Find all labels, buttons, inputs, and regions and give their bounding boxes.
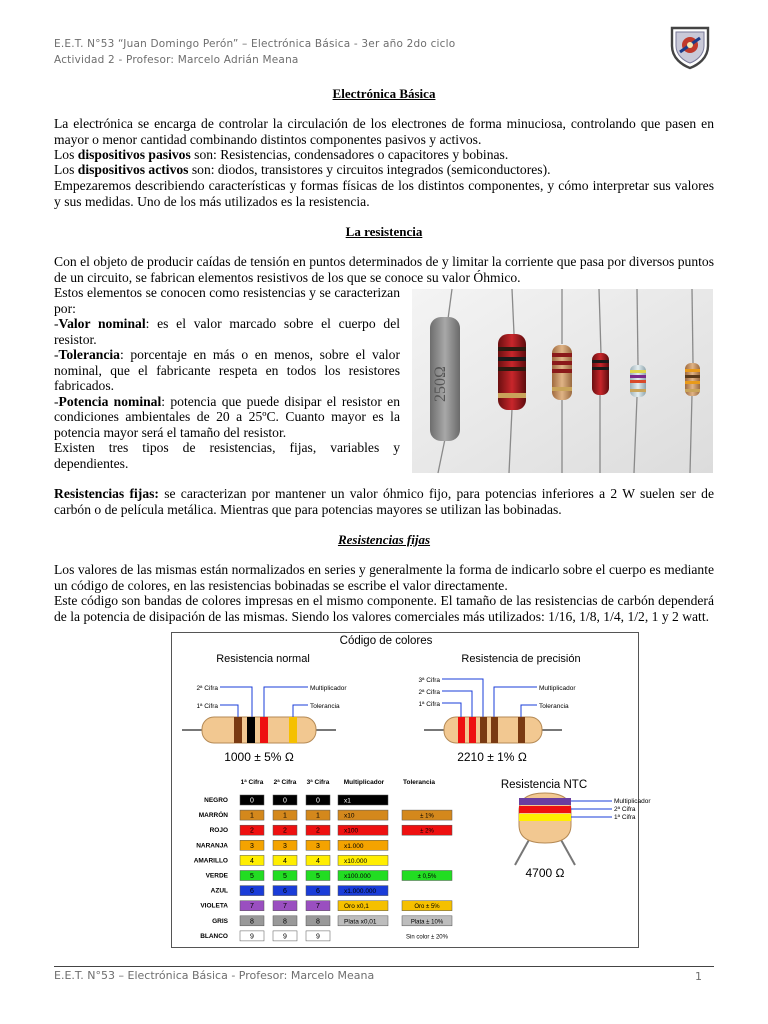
ntc-label-multiplicador: Multiplicador bbox=[614, 798, 651, 805]
band-tolerance bbox=[289, 717, 297, 743]
multiplier-value: x100 bbox=[344, 827, 359, 835]
tolerance-value: ± 2% bbox=[420, 828, 434, 835]
label-3cifra: 3ª Cifra bbox=[418, 677, 440, 684]
tolerance-value: Sin color ± 20% bbox=[406, 934, 448, 941]
digit-value: 1 bbox=[283, 812, 287, 820]
digit-value: 1 bbox=[316, 812, 320, 820]
resistencia-properties bbox=[54, 285, 400, 471]
digit-value: 3 bbox=[250, 842, 254, 850]
band-tolerance bbox=[518, 717, 525, 743]
digit-value: 4 bbox=[283, 857, 287, 865]
band-1 bbox=[234, 717, 242, 743]
digit-value: 0 bbox=[283, 797, 287, 805]
multiplier-value: x10.000 bbox=[344, 857, 368, 865]
color-name: BLANCO bbox=[200, 932, 228, 940]
color-code-paragraph: Este código son bandas de colores impresas en el mismo componente. El tamaño de las resistencias de carbón dependerá de la potencia de disipación de las mismas. Siendo los valores comerciales más utilizados: 1/16, 1/8, 1/4, 1/2, 1 y 2 watt. bbox=[54, 593, 714, 624]
page-title: Electrónica Básica bbox=[332, 86, 436, 101]
tolerance-value: Plata ± 10% bbox=[410, 919, 444, 926]
band-3 bbox=[260, 717, 268, 743]
color-name: AMARILLO bbox=[193, 857, 228, 865]
header-line-1: E.E.T. N°53 “Juan Domingo Perón” – Electrónica Básica - 3er año 2do ciclo bbox=[54, 38, 456, 50]
intro-paragraph: La electrónica se encarga de controlar la circulación de los electrones de forma minuciosa, controlando que pasen en mayor o menor cantidad combinando distintos componentes pasivos y activos. bbox=[54, 116, 714, 147]
text: : porcentaje en más o en menos, sobre el valor nominal, que el fabricante respeta en todos los resistores fabricados. bbox=[54, 347, 400, 393]
text: : potencia que puede disipar el resistor en condiciones ambientales de 20 a 25ºC. Cuanto mayor es la potencia mayor será el tamaño del resistor. bbox=[54, 393, 400, 440]
digit-value: 7 bbox=[250, 903, 254, 911]
normal-resistor-title: Resistencia normal bbox=[216, 653, 310, 665]
label-multiplicador: Multiplicador bbox=[310, 685, 347, 692]
text: se caracterizan por mantener un valor óhmico fijo, para potencias inferiores a 2 W suelen ser de carbón o de película metálica. Mientras que para potencias mayores se utilizan las bobinadas. bbox=[54, 486, 714, 517]
section-title-resistencia: La resistencia bbox=[345, 224, 423, 239]
header-line-2: Actividad 2 - Profesor: Marcelo Adrián Meana bbox=[54, 54, 299, 66]
digit-value: 2 bbox=[250, 827, 254, 835]
label-1cifra: 1ª Cifra bbox=[196, 703, 218, 710]
color-name: AZUL bbox=[210, 887, 228, 895]
label-2cifra: 2ª Cifra bbox=[418, 689, 440, 696]
intro-paragraph-2: Empezaremos describiendo características y formas físicas de los distintos componentes, y cómo interpretar sus valores y sus medidas. Uno de los más utilizados es la resistencia. bbox=[54, 178, 714, 209]
ntc-label-1cifra: 1ª Cifra bbox=[614, 814, 636, 821]
digit-value: 4 bbox=[250, 857, 254, 865]
multiplier-value: x1 bbox=[344, 797, 351, 805]
footer-text: E.E.T. N°53 – Electrónica Básica - Profesor: Marcelo Meana bbox=[54, 969, 375, 982]
column-header: 3ª Cifra bbox=[306, 779, 330, 786]
tolerance-term: Tolerancia bbox=[58, 347, 120, 362]
color-name: NEGRO bbox=[204, 797, 228, 804]
multiplier-value: x1.000 bbox=[344, 842, 364, 850]
text: Los bbox=[54, 147, 78, 162]
nominal-value-item: -Valor nominal: es el valor marcado sobre el cuerpo del resistor. bbox=[54, 316, 401, 347]
ntc-resistor-diagram bbox=[501, 779, 651, 880]
column-header: Multiplicador bbox=[343, 779, 385, 786]
multiplier-value: Plata x0,01 bbox=[344, 918, 377, 926]
digit-value: 9 bbox=[316, 933, 320, 941]
column-header: 2ª Cifra bbox=[273, 779, 297, 786]
column-header: Tolerancia bbox=[402, 779, 436, 786]
label-tolerancia: Tolerancia bbox=[310, 703, 340, 710]
multiplier-value: Oro x0,1 bbox=[344, 903, 369, 911]
section-title-fijas: Resistencias fijas bbox=[337, 532, 431, 547]
label-tolerancia: Tolerancia bbox=[539, 703, 569, 710]
properties-intro: Estos elementos se conocen como resistencias y se caracterizan por: bbox=[54, 285, 400, 316]
page-number: 1 bbox=[695, 970, 702, 983]
tolerance-item: -Tolerancia: porcentaje en más o en menos, sobre el valor nominal, que el fabricante respeta en todos los resistores fabricados. bbox=[54, 347, 400, 393]
digit-value: 5 bbox=[316, 873, 320, 880]
ntc-label-2cifra: 2ª Cifra bbox=[614, 806, 636, 813]
digit-value: 2 bbox=[283, 827, 287, 835]
digit-value: 5 bbox=[250, 873, 254, 880]
text: son: diodos, transistores y circuitos integrados (semiconductores). bbox=[188, 162, 551, 177]
digit-value: 0 bbox=[250, 797, 254, 805]
multiplier-value: x10 bbox=[344, 812, 355, 820]
digit-value: 8 bbox=[316, 918, 320, 926]
digit-value: 4 bbox=[316, 857, 320, 865]
band-2 bbox=[247, 717, 255, 743]
color-name: VIOLETA bbox=[200, 902, 228, 910]
normal-resistor-diagram bbox=[182, 685, 347, 764]
color-code-table bbox=[194, 795, 452, 941]
color-name: GRIS bbox=[212, 917, 228, 925]
label-multiplicador: Multiplicador bbox=[539, 685, 576, 692]
color-code-figure bbox=[172, 633, 651, 947]
active-devices-term: dispositivos activos bbox=[77, 162, 189, 177]
band-multiplier bbox=[491, 717, 498, 743]
digit-value: 6 bbox=[316, 888, 320, 896]
digit-value: 2 bbox=[316, 827, 320, 835]
tolerance-value: ± 0,5% bbox=[417, 874, 437, 880]
column-header: 1ª Cifra bbox=[240, 779, 264, 786]
digit-value: 7 bbox=[316, 903, 320, 911]
band-2 bbox=[469, 717, 476, 743]
color-name: NARANJA bbox=[196, 842, 228, 850]
page-footer bbox=[54, 966, 714, 982]
school-shield-logo bbox=[666, 22, 714, 70]
active-devices-line bbox=[54, 162, 714, 178]
color-name: ROJO bbox=[209, 827, 228, 835]
digit-value: 6 bbox=[283, 888, 287, 896]
resistencia-paragraph: Con el objeto de producir caídas de tensión en puntos determinados de y limitar la corriente que pasa por diversos puntos de un circuito, se fabrican elementos resistivos de los que se conoce su valor Óhmico. bbox=[54, 254, 714, 285]
color-name: VERDE bbox=[205, 872, 228, 880]
nominal-value-term: Valor nominal bbox=[58, 316, 146, 331]
normal-resistor-value: 1000 ± 5% Ω bbox=[224, 750, 294, 764]
text: Los bbox=[54, 162, 78, 177]
digit-value: 9 bbox=[250, 933, 254, 941]
text: : es el valor marcado sobre el cuerpo del resistor. bbox=[54, 316, 401, 347]
ntc-value: 4700 Ω bbox=[525, 866, 565, 880]
page-header bbox=[54, 36, 455, 68]
passive-devices-line bbox=[54, 147, 714, 163]
resistor-types-line: Existen tres tipos de resistencias, fijas, variables y dependientes. bbox=[54, 440, 400, 471]
tolerance-value: ± 1% bbox=[420, 813, 434, 820]
digit-value: 8 bbox=[283, 918, 287, 926]
color-name: MARRÓN bbox=[198, 812, 228, 820]
digit-value: 8 bbox=[250, 918, 254, 926]
precision-resistor-title: Resistencia de precisión bbox=[461, 653, 581, 665]
label-1cifra: 1ª Cifra bbox=[418, 701, 440, 708]
band-3 bbox=[480, 717, 487, 743]
fixed-values-paragraph: Los valores de las mismas están normalizados en series y generalmente la forma de indicarlo sobre el cuerpo es mediante un código de colores, en las resistencias bobinadas se escribe el valor directamente. bbox=[54, 562, 714, 593]
color-code-chart bbox=[171, 632, 651, 948]
fixed-resistors-paragraph bbox=[54, 486, 714, 517]
power-item: -Potencia nominal: potencia que puede disipar el resistor en condiciones ambientales de 20 a 25ºC. Cuanto mayor es la potencia mayor será el tamaño del resistor. bbox=[54, 393, 400, 440]
digit-value: 3 bbox=[283, 842, 287, 850]
power-term: Potencia nominal bbox=[58, 393, 162, 409]
resistors-photo bbox=[412, 289, 713, 473]
normal-resistor-body bbox=[202, 717, 316, 743]
digit-value: 1 bbox=[250, 812, 254, 820]
ntc-title: Resistencia NTC bbox=[500, 779, 588, 791]
precision-resistor-diagram bbox=[418, 677, 576, 764]
chart-title: Código de colores bbox=[339, 635, 433, 647]
tolerance-value: Oro ± 5% bbox=[414, 904, 440, 911]
digit-value: 7 bbox=[283, 903, 287, 911]
photo-resistor-label: 250Ω bbox=[432, 366, 449, 402]
fixed-resistors-term: Resistencias fijas: bbox=[54, 486, 159, 501]
digit-value: 5 bbox=[283, 873, 287, 880]
digit-value: 3 bbox=[316, 842, 320, 850]
passive-devices-term: dispositivos pasivos bbox=[77, 147, 191, 162]
multiplier-value: x100.000 bbox=[344, 873, 371, 880]
precision-resistor-value: 2210 ± 1% Ω bbox=[457, 750, 527, 764]
digit-value: 9 bbox=[283, 933, 287, 941]
text: son: Resistencias, condensadores o capacitores y bobinas. bbox=[190, 147, 509, 162]
digit-value: 6 bbox=[250, 888, 254, 896]
multiplier-value: x1.000.000 bbox=[344, 888, 377, 896]
band-1 bbox=[458, 717, 465, 743]
digit-value: 0 bbox=[316, 797, 320, 805]
label-2cifra: 2ª Cifra bbox=[196, 685, 218, 692]
